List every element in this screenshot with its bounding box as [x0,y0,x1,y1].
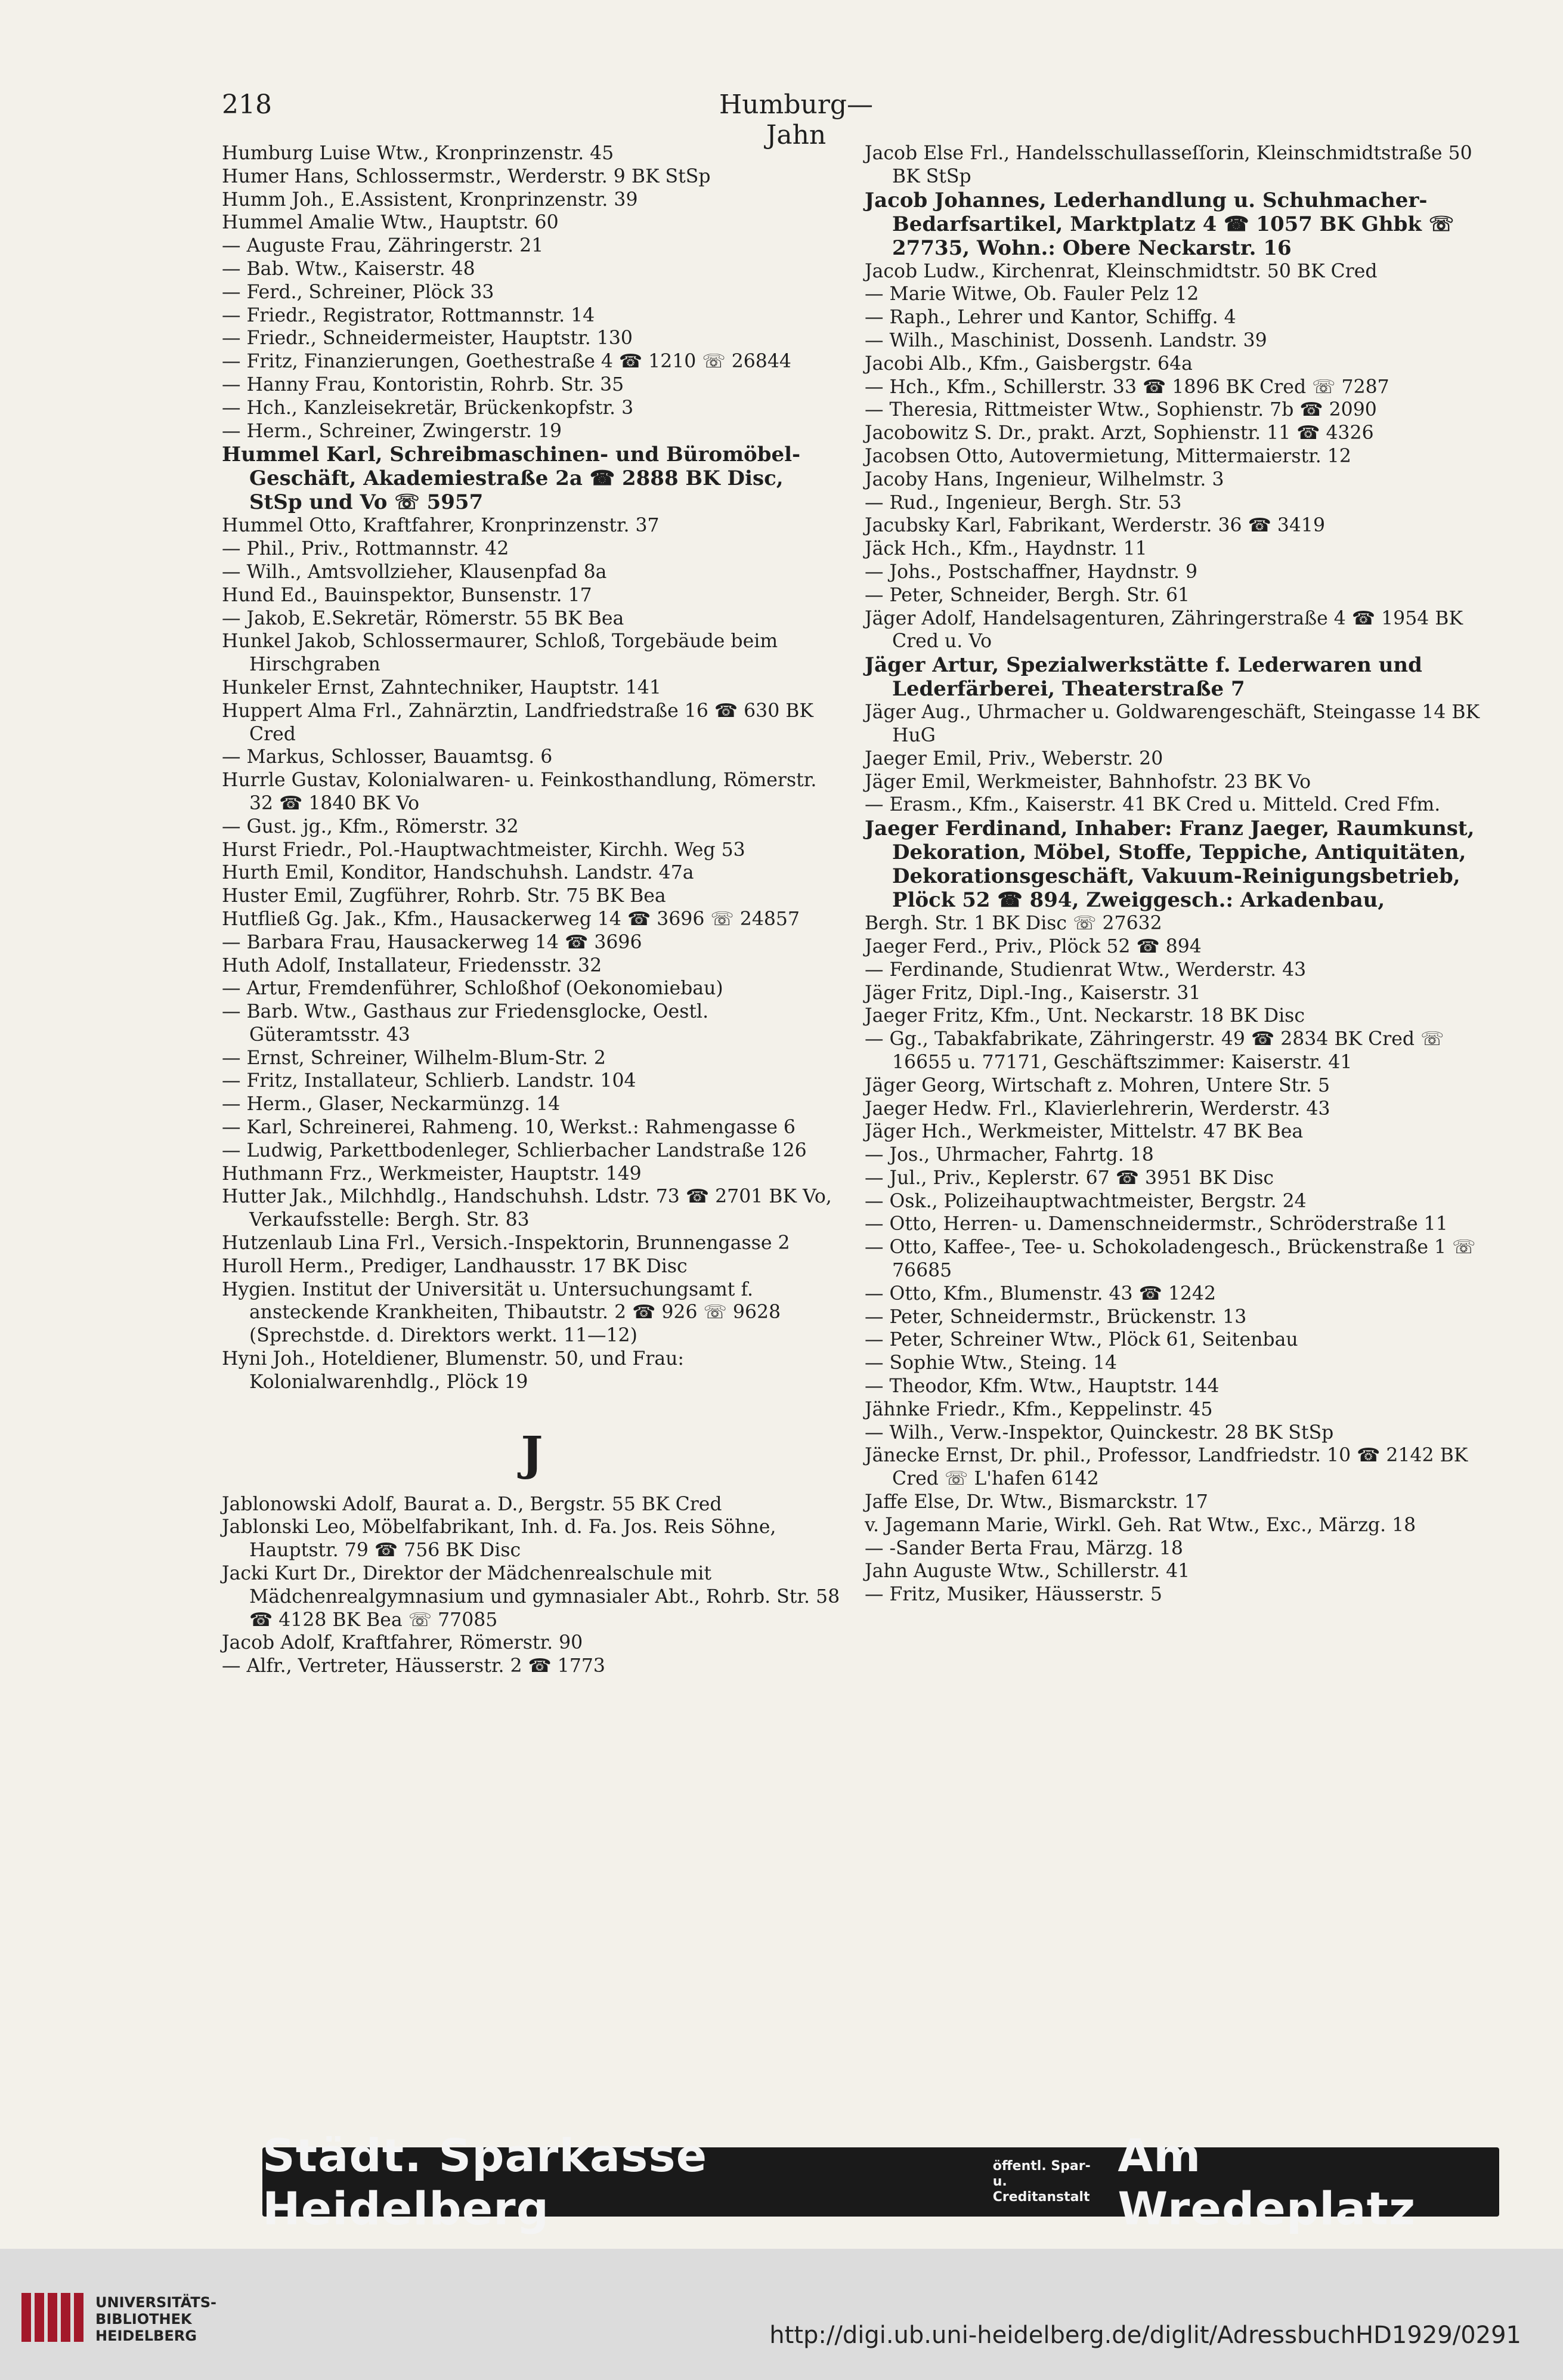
directory-entry: — Marie Witwe, Ob. Fauler Pelz 12 [865,283,1199,305]
directory-entry: Jaeger Hedw. Frl., Klavierlehrerin, Werderstr. 43 [865,1098,1330,1120]
running-head: Humburg—Jahn [719,89,874,150]
directory-entry: — Gust. jg., Kfm., Römerstr. 32 [222,815,519,837]
library-line-3: HEIDELBERG [95,2328,197,2344]
directory-entry-advert: Jäger Artur, Spezialwerkstätte f. Lederwaren und Lederfärberei, Theaterstraße 7 [865,653,1422,701]
directory-entry: — Fritz, Musiker, Häusserstr. 5 [865,1584,1162,1606]
directory-entry: Jacubsky Karl, Fabrikant, Werderstr. 36 ☎ 3419 [865,515,1325,537]
directory-entry: — Wilh., Amtsvollzieher, Klausenpfad 8a [222,561,607,583]
directory-entry: — Friedr., Schneidermeister, Hauptstr. 130 [222,327,633,350]
directory-entry: Huppert Alma Frl., Zahnärztin, Landfriedstraße 16 ☎ 630 BK Cred [222,700,813,745]
directory-entry: Hurrle Gustav, Kolonialwaren- u. Feinkosthandlung, Römerstr. 32 ☎ 1840 BK Vo [222,769,817,814]
library-line-2: BIBLIOTHEK [95,2311,192,2328]
directory-entry: — Barb. Wtw., Gasthaus zur Friedensglocke, Oestl. Güteramtsstr. 43 [222,1001,709,1046]
directory-entry-advert: Jaeger Ferdinand, Inhaber: Franz Jaeger, Raumkunst, Dekoration, Möbel, Stoffe, Teppiche, Antiquitäten, Dekorationsgeschäft, Vakuum-Reinigungsbetrieb, Plöck 52 ☎ 894, Zweiggesch.: Arkadenbau, [865,817,1475,913]
directory-entry: — Jos., Uhrmacher, Fahrtg. 18 [865,1144,1154,1166]
directory-entry: — Ernst, Schreiner, Wilhelm-Blum-Str. 2 [222,1047,606,1069]
directory-entry: Hunkel Jakob, Schlossermaurer, Schloß, Torgebäude beim Hirschgraben [222,630,778,676]
directory-entry: — Wilh., Maschinist, Dossenh. Landstr. 39 [865,329,1267,351]
directory-entry: — Fritz, Installateur, Schlierb. Landstr. 104 [222,1070,636,1092]
section-letter: J [521,1426,543,1481]
directory-entry: — Jakob, E.Sekretär, Römerstr. 55 BK Bea [222,607,624,629]
directory-entry: — Ludwig, Parkettbodenleger, Schlierbacher Landstraße 126 [222,1139,807,1161]
directory-entry: Huroll Herm., Prediger, Landhausstr. 17 BK Disc [222,1255,688,1277]
directory-entry: — Karl, Schreinerei, Rahmeng. 10, Werkst.: Rahmengasse 6 [222,1117,796,1139]
directory-entry: — Barbara Frau, Hausackerweg 14 ☎ 3696 [222,931,642,953]
directory-entry: — Ferdinande, Studienrat Wtw., Werderstr. 43 [865,959,1307,981]
directory-entry: — Alfr., Vertreter, Häusserstr. 2 ☎ 1773 [222,1655,605,1677]
banner-small-line2: Creditanstalt [992,2190,1090,2205]
directory-entry: Hurst Friedr., Pol.-Hauptwachtmeister, Kirchh. Weg 53 [222,839,745,861]
directory-entry: — Gg., Tabakfabrikate, Zähringerstr. 49 ☎ 2834 BK Cred ☏ 16655 u. 77171, Geschäftszimmer: Kaiserstr. 41 [865,1028,1444,1073]
directory-entry: Jaeger Ferd., Priv., Plöck 52 ☎ 894 [865,935,1202,957]
directory-entry: Jäck Hch., Kfm., Haydnstr. 11 [865,538,1147,560]
directory-entry: Jahn Auguste Wtw., Schillerstr. 41 [865,1560,1190,1582]
directory-entry: Hutzenlaub Lina Frl., Versich.-Inspektorin, Brunnengasse 2 [222,1232,790,1254]
directory-entry: Jacoby Hans, Ingenieur, Wilhelmstr. 3 [865,468,1224,490]
directory-entry: Jäger Georg, Wirtschaft z. Mohren, Untere Str. 5 [865,1074,1330,1096]
directory-entry: — Phil., Priv., Rottmannstr. 42 [222,538,509,560]
directory-entry: Humburg Luise Wtw., Kronprinzenstr. 45 [222,143,614,164]
page-number: 218 [222,89,272,120]
directory-entry: — Hanny Frau, Kontoristin, Rohrb. Str. 35 [222,373,624,395]
directory-entry: — -Sander Berta Frau, Märzg. 18 [865,1537,1183,1559]
directory-entry: — Bab. Wtw., Kaiserstr. 48 [222,258,475,280]
directory-entry: Jäger Hch., Werkmeister, Mittelstr. 47 BK Bea [865,1121,1304,1143]
directory-entry: — Fritz, Finanzierungen, Goethestraße 4 ☎ 1210 ☏ 26844 [222,351,791,373]
directory-entry: Jäger Adolf, Handelsagenturen, Zähringerstraße 4 ☎ 1954 BK Cred u. Vo [865,607,1463,653]
directory-entry: Humer Hans, Schlossermstr., Werderstr. 9 BK StSp [222,165,711,187]
directory-entry: — Erasm., Kfm., Kaiserstr. 41 BK Cred u. Mitteld. Cred Ffm. [865,794,1441,816]
directory-entry: Huthmann Frz., Werkmeister, Hauptstr. 149 [222,1163,642,1185]
directory-entry: Jäger Aug., Uhrmacher u. Goldwarengeschäft, Steingasse 14 BK HuG [865,701,1480,746]
directory-entry: Bergh. Str. 1 BK Disc ☏ 27632 [865,913,1162,935]
directory-entry: — Ferd., Schreiner, Plöck 33 [222,281,494,303]
library-footer [0,2249,1563,2380]
directory-entry: Hutter Jak., Milchhdlg., Handschuhsh. Ldstr. 73 ☎ 2701 BK Vo, Verkaufsstelle: Bergh. Str. 83 [222,1186,832,1231]
directory-entry: — Jul., Priv., Keplerstr. 67 ☎ 3951 BK Disc [865,1167,1274,1189]
directory-entry-advert: Hummel Karl, Schreibmaschinen- und Büromöbel-Geschäft, Akademiestraße 2a ☎ 2888 BK Disc, StSp und Vo ☏ 5957 [222,443,801,515]
directory-entry: Jaeger Fritz, Kfm., Unt. Neckarstr. 18 BK Disc [865,1005,1305,1027]
directory-entry-advert: Jacob Johannes, Lederhandlung u. Schuhmacher-Bedarfsartikel, Marktplatz 4 ☎ 1057 BK Ghbk ☏ 27735, Wohn.: Obere Neckarstr. 16 [865,188,1454,260]
directory-entry: Huth Adolf, Installateur, Friedensstr. 32 [222,954,602,976]
library-line-1: UNIVERSITÄTS- [95,2294,217,2311]
directory-entry: Hurth Emil, Konditor, Handschuhsh. Landstr. 47a [222,862,694,884]
directory-entry: — Sophie Wtw., Steing. 14 [865,1352,1118,1374]
directory-entry: — Raph., Lehrer und Kantor, Schiffg. 4 [865,307,1236,329]
directory-entry: Hygien. Institut der Universität u. Untersuchungsamt f. ansteckende Krankheiten, Thibautstr. 2 ☎ 926 ☏ 9628 (Sprechstde. d. Direktors werkt. 11—12) [222,1278,781,1347]
directory-entry: v. Jagemann Marie, Wirkl. Geh. Rat Wtw., Exc., Märzg. 18 [865,1514,1416,1536]
directory-entry: — Hch., Kanzleisekretär, Brückenkopfstr. 3 [222,397,634,419]
directory-entry: — Herm., Glaser, Neckarmünzg. 14 [222,1093,561,1115]
directory-entry: Jacob Adolf, Kraftfahrer, Römerstr. 90 [222,1632,583,1654]
directory-entry: — Otto, Kfm., Blumenstr. 43 ☎ 1242 [865,1282,1217,1305]
directory-entry: — Wilh., Verw.-Inspektor, Quinckestr. 28 BK StSp [865,1421,1334,1444]
directory-entry: — Auguste Frau, Zähringerstr. 21 [222,235,544,257]
directory-entry: Jacobi Alb., Kfm., Gaisbergstr. 64a [865,353,1193,375]
directory-entry: Hummel Amalie Wtw., Hauptstr. 60 [222,212,559,234]
library-name [95,2294,216,2344]
banner-small-line1: öffentl. Spar- u. [992,2159,1091,2189]
directory-entry: Hund Ed., Bauinspektor, Bunsenstr. 17 [222,584,592,606]
directory-entry: — Herm., Schreiner, Zwingerstr. 19 [222,420,562,442]
directory-entry: Hunkeler Ernst, Zahntechniker, Hauptstr. 141 [222,676,661,698]
directory-entry: — Osk., Polizeihauptwachtmeister, Bergstr. 24 [865,1190,1307,1212]
directory-entry: Jablonski Leo, Möbelfabrikant, Inh. d. Fa. Jos. Reis Söhne, Hauptstr. 79 ☎ 756 BK Disc [222,1516,776,1562]
directory-entry: Jacobsen Otto, Autovermietung, Mittermaierstr. 12 [865,445,1351,467]
directory-entry: — Theresia, Rittmeister Wtw., Sophienstr. 7b ☎ 2090 [865,399,1377,421]
directory-entry: Jacobowitz S. Dr., prakt. Arzt, Sophienstr. 11 ☎ 4326 [865,422,1374,444]
sparkasse-advert-banner [262,2129,1499,2235]
left-column [222,142,842,1678]
banner-right-text: Am Wredeplatz [1118,2129,1416,2235]
directory-entry: — Theodor, Kfm. Wtw., Hauptstr. 144 [865,1376,1220,1398]
directory-entry: — Markus, Schlosser, Bauamtsg. 6 [222,746,553,768]
university-library-logo-icon [18,2291,89,2344]
directory-entry: — Friedr., Registrator, Rottmannstr. 14 [222,304,595,326]
directory-entry: — Otto, Kaffee-, Tee- u. Schokoladengesch., Brückenstraße 1 ☏ 76685 [865,1237,1476,1282]
directory-entry: Jaeger Emil, Priv., Weberstr. 20 [865,747,1163,769]
directory-entry: Jäger Emil, Werkmeister, Bahnhofstr. 23 BK Vo [865,771,1311,793]
directory-entry: Hummel Otto, Kraftfahrer, Kronprinzenstr. 37 [222,515,660,537]
directory-entry: Jablonowski Adolf, Baurat a. D., Bergstr. 55 BK Cred [222,1493,722,1515]
directory-entry: Jaffe Else, Dr. Wtw., Bismarckstr. 17 [865,1491,1208,1513]
banner-small-text [993,2159,1105,2205]
directory-entry: Hutfließ Gg. Jak., Kfm., Hausackerweg 14 ☎ 3696 ☏ 24857 [222,908,800,930]
right-column [865,142,1503,1606]
directory-entry: Jacki Kurt Dr., Direktor der Mädchenrealschule mit Mädchenrealgymnasium und gymnasialer Abt., Rohrb. Str. 58 ☎ 4128 BK Bea ☏ 77085 [222,1563,840,1631]
directory-entry: Huster Emil, Zugführer, Rohrb. Str. 75 BK Bea [222,885,666,907]
directory-entry: Hyni Joh., Hoteldiener, Blumenstr. 50, und Frau: Kolonialwarenhdlg., Plöck 19 [222,1348,685,1393]
banner-left-text: Städt. Sparkasse Heidelberg [262,2129,708,2235]
source-url-link[interactable]: http://digi.ub.uni-heidelberg.de/diglit/AdressbuchHD1929/0291 [769,2322,1521,2349]
directory-entry: Jacob Else Frl., Handelsschullasseſſorin, Kleinschmidtstraße 50 BK StSp [865,143,1472,187]
directory-entry: — Artur, Fremdenführer, Schloßhof (Oekonomiebau) [222,978,723,1000]
directory-entry: — Rud., Ingenieur, Bergh. Str. 53 [865,492,1182,514]
directory-entry: Jacob Ludw., Kirchenrat, Kleinschmidtstr. 50 BK Cred [865,260,1378,282]
directory-entry: — Hch., Kfm., Schillerstr. 33 ☎ 1896 BK Cred ☏ 7287 [865,376,1389,398]
directory-entry: — Peter, Schneider, Bergh. Str. 61 [865,584,1190,606]
directory-entry: — Peter, Schneidermstr., Brückenstr. 13 [865,1306,1247,1328]
directory-entry: Jähnke Friedr., Kfm., Keppelinstr. 45 [865,1398,1213,1420]
directory-entry: — Peter, Schreiner Wtw., Plöck 61, Seitenbau [865,1329,1298,1351]
directory-entry: Humm Joh., E.Assistent, Kronprinzenstr. 39 [222,188,638,211]
directory-entry: — Otto, Herren- u. Damenschneidermstr., Schröderstraße 11 [865,1213,1448,1235]
directory-entry: Jäger Fritz, Dipl.-Ing., Kaiserstr. 31 [865,982,1201,1004]
directory-entry: — Johs., Postschaffner, Haydnstr. 9 [865,561,1198,583]
directory-entry: Jänecke Ernst, Dr. phil., Professor, Landfriedstr. 10 ☎ 2142 BK Cred ☏ L'hafen 6142 [865,1445,1468,1490]
